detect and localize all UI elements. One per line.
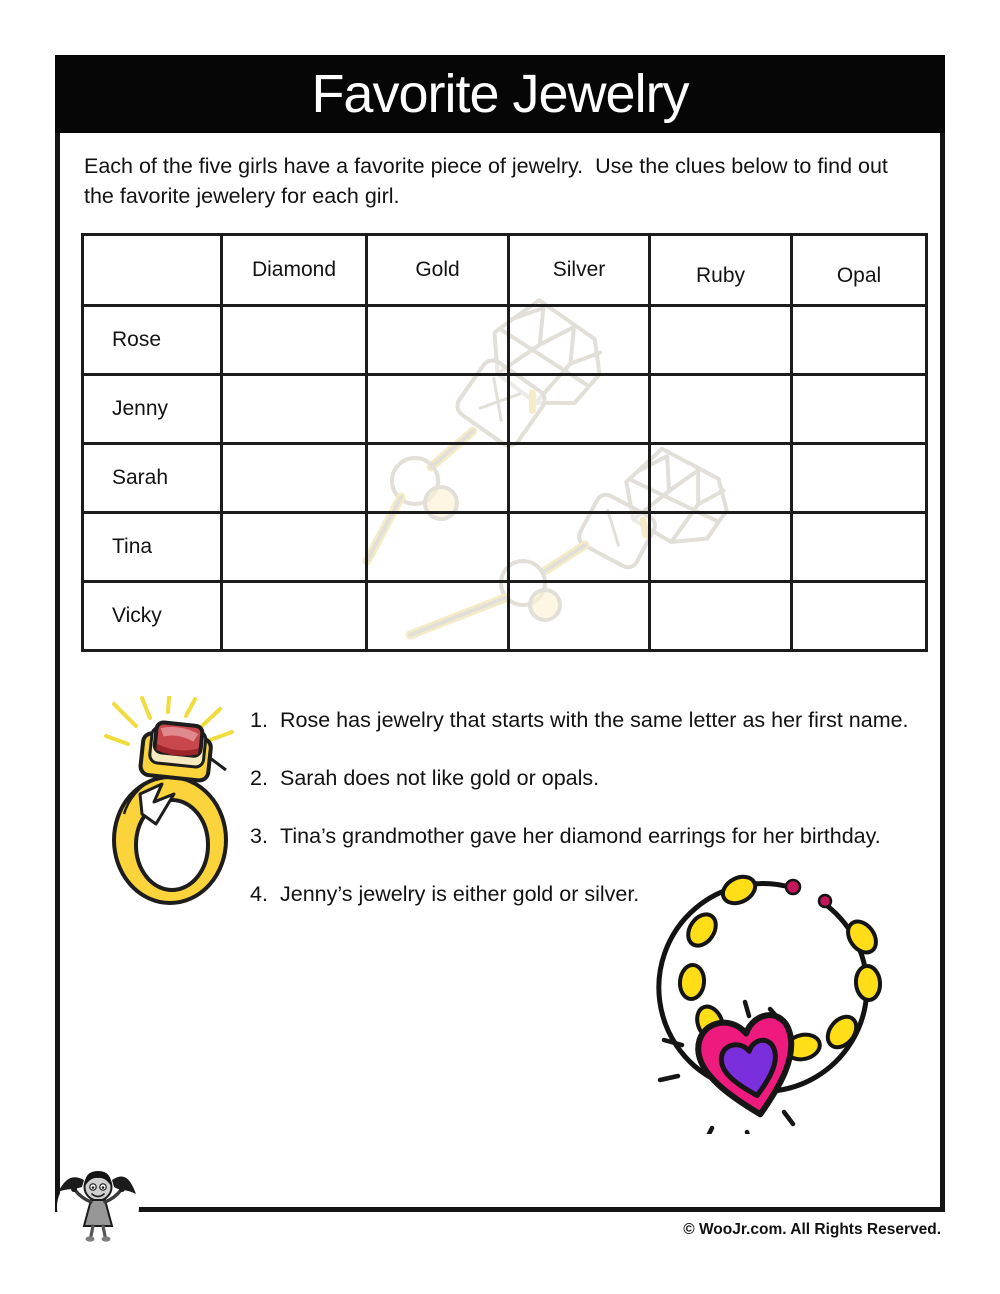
table-row [83,513,927,582]
answer-cell[interactable] [792,306,927,375]
table-row [83,444,927,513]
answer-cell[interactable] [222,513,367,582]
row-header-tina: Tina [83,513,222,582]
answer-cell[interactable] [650,306,792,375]
mascot-girl-illustration [56,1162,140,1248]
answer-cell[interactable] [509,306,650,375]
answer-cell[interactable] [367,306,509,375]
clue-text: Tina’s grandmother gave her diamond earrings for her birthday. [280,824,881,848]
answer-cell[interactable] [222,306,367,375]
column-header-diamond: Diamond [222,235,367,306]
clue-number: 2. [250,766,268,790]
answer-cell[interactable] [367,513,509,582]
answer-cell[interactable] [222,582,367,651]
logic-grid-table [81,233,928,652]
answer-cell[interactable] [650,375,792,444]
clue-text: Rose has jewelry that starts with the same letter as her first name. [280,708,909,732]
answer-cell[interactable] [367,444,509,513]
answer-cell[interactable] [509,513,650,582]
answer-cell[interactable] [222,444,367,513]
row-header-sarah: Sarah [83,444,222,513]
answer-cell[interactable] [650,444,792,513]
answer-cell[interactable] [367,582,509,651]
clue-number: 3. [250,824,268,848]
answer-cell[interactable] [509,444,650,513]
answer-cell[interactable] [792,375,927,444]
title-bar [55,55,945,133]
necklace-illustration [652,862,927,1134]
column-header-opal: Opal [792,235,927,306]
answer-cell[interactable] [650,513,792,582]
column-header-silver: Silver [509,235,650,306]
clue-number: 4. [250,882,268,906]
answer-cell[interactable] [792,444,927,513]
answer-cell[interactable] [792,513,927,582]
answer-cell[interactable] [222,375,367,444]
answer-cell[interactable] [509,375,650,444]
clue-text: Sarah does not like gold or opals. [280,766,600,790]
clue-item-2 [250,765,909,791]
answer-cell[interactable] [650,582,792,651]
clue-item-3 [250,823,909,849]
table-row [83,582,927,651]
content-area [55,133,945,1212]
answer-cell[interactable] [509,582,650,651]
corner-cell [83,235,222,306]
logic-grid-wrap [81,233,925,672]
ring-illustration [98,696,248,911]
column-header-ruby: Ruby [650,235,792,306]
clue-text: Jenny’s jewelry is either gold or silver. [280,882,640,906]
row-header-rose: Rose [83,306,222,375]
answer-cell[interactable] [367,375,509,444]
page-title: Favorite Jewelry [311,64,689,124]
row-header-jenny: Jenny [83,375,222,444]
clue-number: 1. [250,708,268,732]
column-header-gold: Gold [367,235,509,306]
table-row [83,306,927,375]
row-header-vicky: Vicky [83,582,222,651]
clue-item-1 [250,707,909,733]
header-row [83,235,927,306]
intro-text: Each of the five girls have a favorite piece of jewelry. Use the clues below to find out the favorite jewelery for each girl. [84,154,888,208]
table-row [83,375,927,444]
copyright-text: © WooJr.com. All Rights Reserved. [683,1221,941,1238]
answer-cell[interactable] [792,582,927,651]
